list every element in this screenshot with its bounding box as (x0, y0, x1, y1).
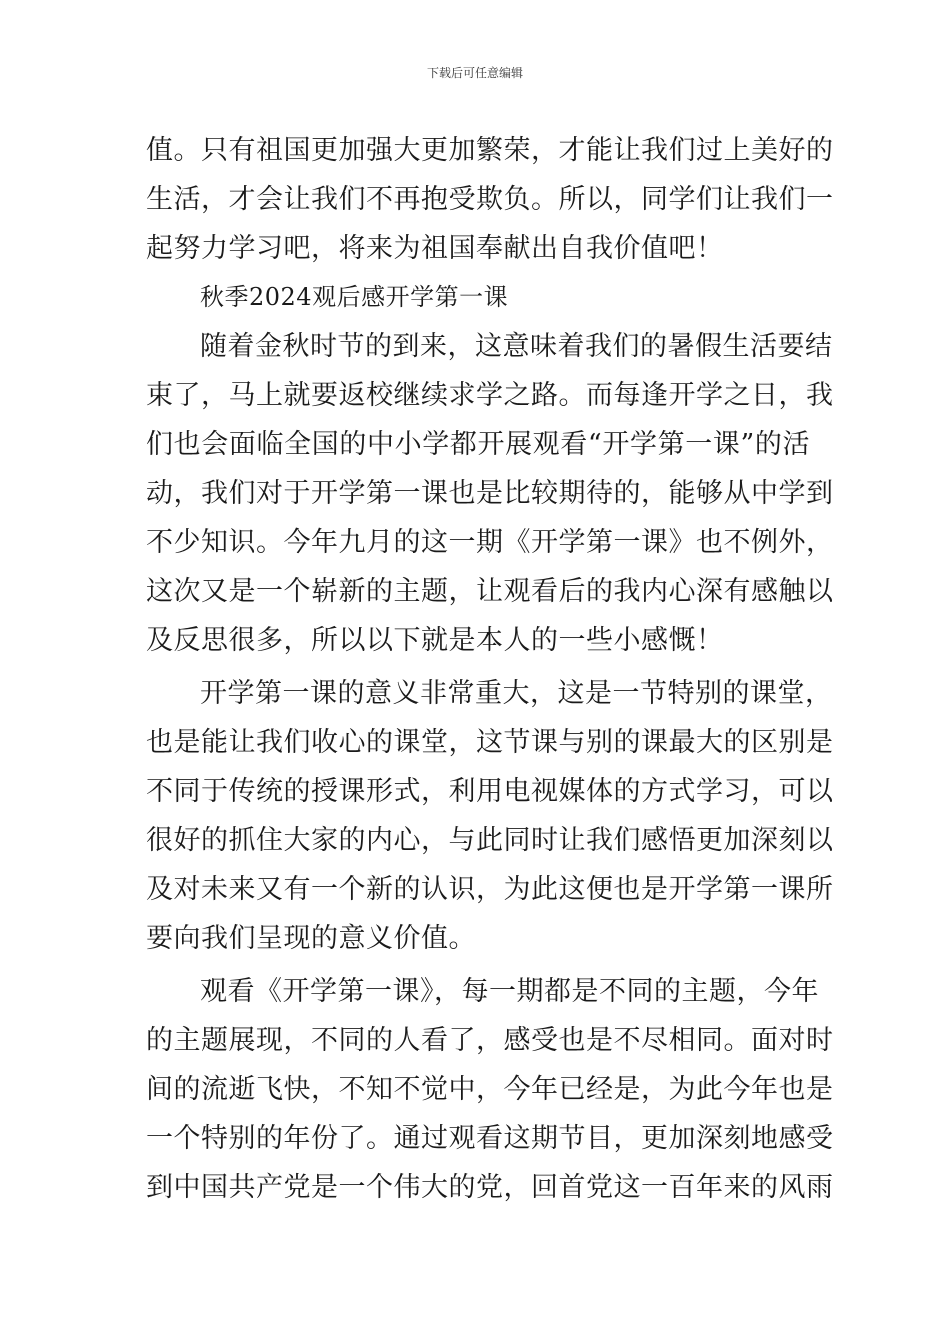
text-line: 们也会面临全国的中小学都开展观看“开学第一课”的活 (146, 429, 810, 460)
text-line: 一个特别的年份了。通过观看这期节目，更加深刻地感受 (146, 1123, 834, 1154)
text-line: 开学第一课的意义非常重大，这是一节特别的课堂， (200, 678, 833, 709)
text-line: 及对未来又有一个新的认识，为此这便也是开学第一课所 (146, 874, 834, 905)
text-line: 的主题展现，不同的人看了，感受也是不尽相同。面对时 (146, 1025, 834, 1056)
text-line: 动，我们对于开学第一课也是比较期待的，能够从中学到 (146, 478, 834, 509)
document-body (146, 126, 834, 1212)
text-line: 不少知识。今年九月的这一期《开学第一课》也不例外， (146, 527, 834, 558)
text-line: 这次又是一个崭新的主题，让观看后的我内心深有感触以 (146, 576, 834, 607)
text-line: 观看《开学第一课》，每一期都是不同的主题，今年 (200, 976, 819, 1007)
text-line: 值。只有祖国更加强大更加繁荣，才能让我们过上美好的 (146, 135, 834, 166)
text-line: 起努力学习吧，将来为祖国奉献出自我价值吧！ (146, 233, 724, 264)
page-header-note: 下载后可任意编辑 (426, 66, 523, 80)
paragraph (146, 967, 834, 1212)
paragraph (146, 669, 834, 963)
text-line: 束了，马上就要返校继续求学之路。而每逢开学之日，我 (146, 380, 834, 411)
section-heading (146, 273, 810, 322)
text-line: 不同于传统的授课形式，利用电视媒体的方式学习，可以 (146, 776, 834, 807)
heading-line: 秋季2024观后感开学第一课 (200, 283, 509, 311)
text-line: 也是能让我们收心的课堂，这节课与别的课最大的区别是 (146, 727, 834, 758)
text-line: 到中国共产党是一个伟大的党，回首党这一百年来的风雨 (146, 1172, 834, 1203)
text-line: 要向我们呈现的意义价值。 (146, 923, 476, 954)
text-line: 很好的抓住大家的内心，与此同时让我们感悟更加深刻以 (146, 825, 834, 856)
paragraph (146, 322, 834, 665)
text-line: 随着金秋时节的到来，这意味着我们的暑假生活要结 (200, 331, 833, 362)
text-line: 间的流逝飞快，不知不觉中，今年已经是，为此今年也是 (146, 1074, 834, 1105)
text-line: 及反思很多，所以以下就是本人的一些小感慨！ (146, 625, 724, 656)
paragraph-continuation (146, 126, 834, 273)
text-line: 生活，才会让我们不再抱受欺负。所以，同学们让我们一 (146, 184, 834, 215)
